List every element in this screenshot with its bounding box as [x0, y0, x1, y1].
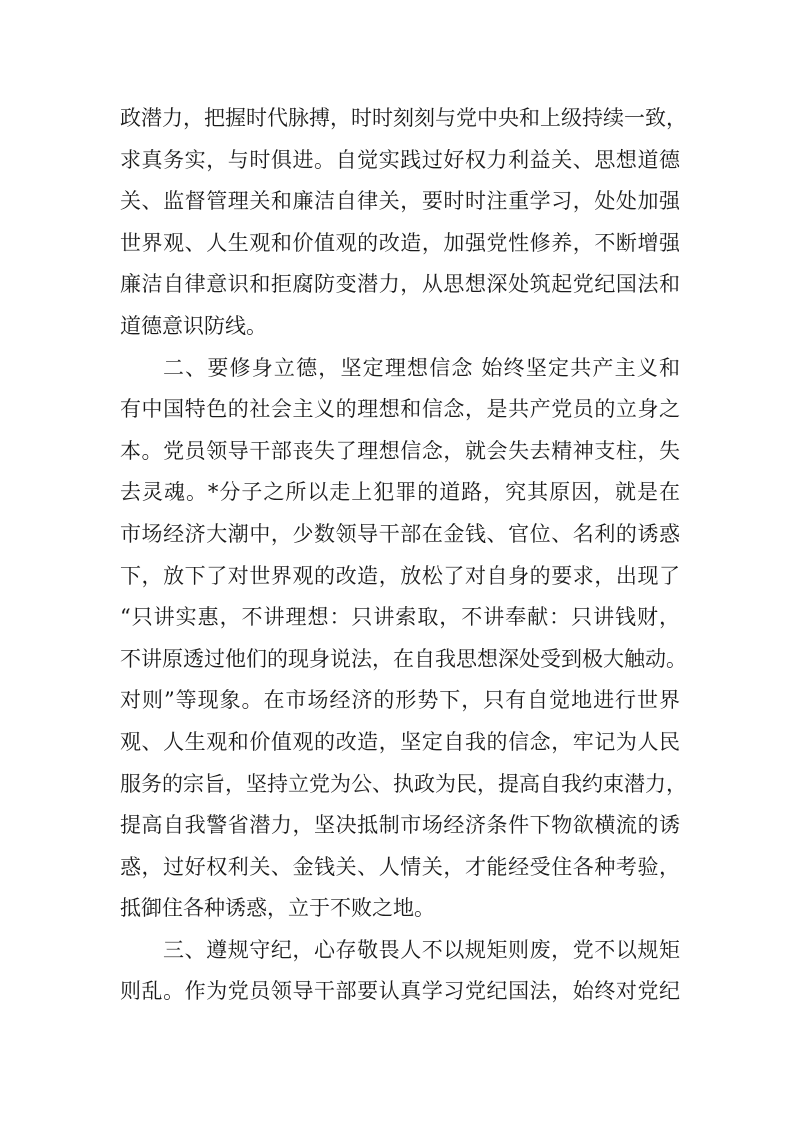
text-line: 观、人生观和价值观的改造，坚定自我的信念，牢记为人民 [120, 729, 680, 754]
text-line: “只讲实惠，不讲理想：只讲索取，不讲奉献：只讲钱财， [120, 605, 680, 630]
text-line: 政潜力，把握时代脉搏，时时刻刻与党中央和上级持续一致， [120, 106, 687, 130]
text-line: 求真务实，与时俱进。自觉实践过好权力利益关、思想道德 [120, 147, 680, 172]
text-line: 去灵魂。*分子之所以走上犯罪的道路，究其原因，就是在 [120, 480, 680, 505]
text-line: 惑，过好权利关、金钱关、人情关，才能经受住各种考验， [120, 854, 680, 879]
text-line: 本。党员领导干部丧失了理想信念，就会失去精神支柱，失 [120, 438, 680, 463]
text-line: 则乱。作为党员领导干部要认真学习党纪国法，始终对党纪 [120, 979, 680, 1004]
text-line: 对则”等现象。在市场经济的形势下，只有自觉地进行世界 [120, 688, 680, 713]
text-line: 服务的宗旨，坚持立党为公、执政为民，提高自我约束潜力， [120, 771, 687, 796]
text-line: 有中国特色的社会主义的理想和信念，是共产党员的立身之 [120, 397, 680, 422]
paragraph-heading-2: 二、要修身立德，坚定理想信念 始终坚定共产主义和 [163, 355, 680, 380]
text-line: 廉洁自律意识和拒腐防变潜力，从思想深处筑起党纪国法和 [120, 272, 680, 297]
text-line: 市场经济大潮中，少数领导干部在金钱、官位、名利的诱惑 [120, 521, 680, 546]
text-line: 下，放下了对世界观的改造，放松了对自身的要求，出现了 [120, 563, 680, 588]
text-line: 抵御住各种诱惑，立于不败之地。 [120, 896, 435, 921]
paragraph-heading-3: 三、遵规守纪，心存敬畏人不以规矩则废，党不以规矩 [163, 937, 680, 962]
text-line: 提高自我警省潜力，坚决抵制市场经济条件下物欲横流的诱 [120, 813, 680, 838]
text-line: 不讲原透过他们的现身说法，在自我思想深处受到极大触动。 [120, 646, 687, 671]
body-text [120, 98, 687, 1013]
text-line: 世界观、人生观和价值观的改造，加强党性修养，不断增强 [120, 230, 680, 255]
text-line: 道德意识防线。 [120, 313, 267, 338]
text-line: 关、监督管理关和廉洁自律关，要时时注重学习，处处加强 [120, 189, 680, 214]
